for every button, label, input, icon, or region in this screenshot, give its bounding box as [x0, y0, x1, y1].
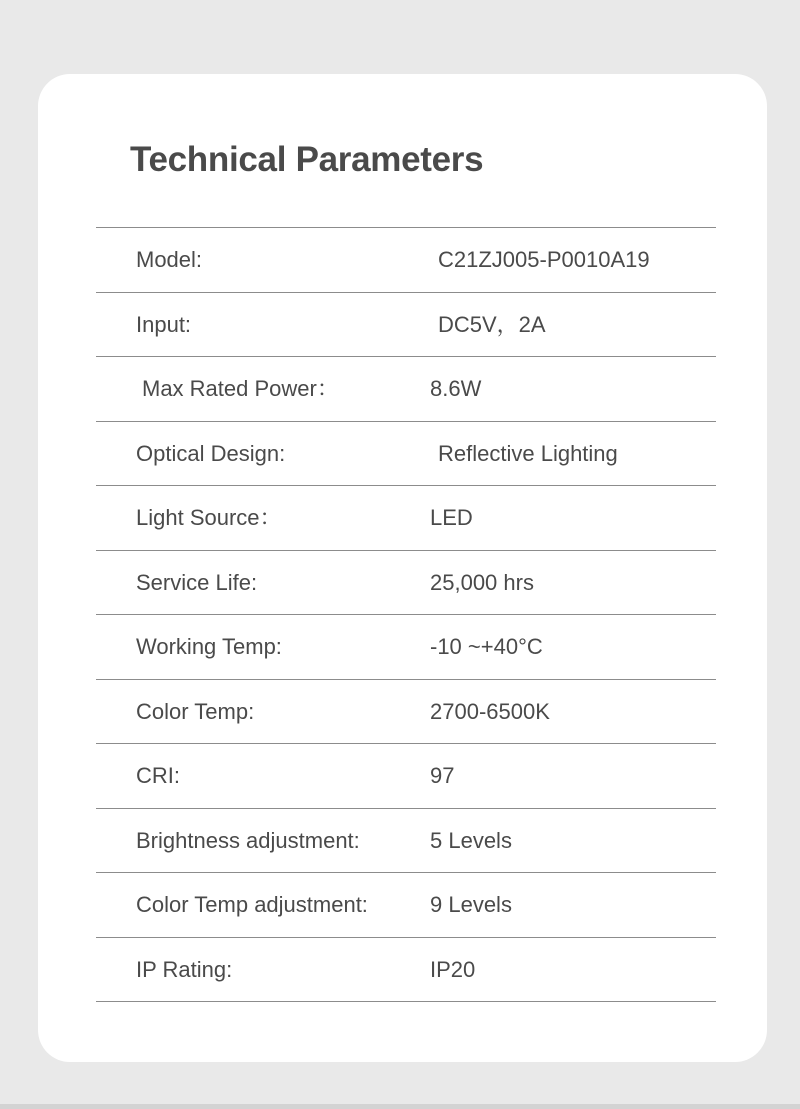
spec-row-ip-rating — [96, 938, 716, 1003]
page-title: Technical Parameters — [130, 140, 484, 179]
spec-row-optical-design — [96, 422, 716, 487]
spec-label: Model: — [136, 247, 203, 272]
spec-value: LED — [430, 505, 473, 530]
spec-label: Max Rated Power： — [142, 376, 339, 401]
spec-value: 25,000 hrs — [430, 569, 534, 595]
spec-row-light-source — [96, 486, 716, 551]
spec-value: 2700-6500K — [430, 698, 550, 724]
spec-value: 5 Levels — [430, 827, 512, 853]
spec-value: Reflective Lighting — [438, 440, 618, 466]
spec-label: Working Temp: — [136, 634, 282, 659]
spec-label: Optical Design: — [136, 440, 286, 466]
spec-label: Input: — [136, 311, 192, 337]
spec-row-input — [96, 293, 716, 358]
spec-row-cri — [96, 744, 716, 809]
spec-value: 97 — [430, 763, 455, 788]
spec-label: Color Temp: — [136, 698, 255, 724]
spec-label: Color Temp adjustment: — [136, 892, 368, 917]
spec-label: Brightness adjustment: — [136, 827, 360, 853]
bottom-divider — [0, 1104, 800, 1109]
spec-value: 8.6W — [430, 376, 482, 401]
spec-row-color-temp — [96, 680, 716, 745]
spec-row-model — [96, 228, 716, 293]
spec-row-brightness-adjustment — [96, 809, 716, 874]
spec-label: IP Rating: — [136, 956, 233, 982]
spec-value: -10 ~+40°C — [430, 634, 543, 659]
spec-row-max-rated-power — [96, 357, 716, 422]
spec-label: Service Life: — [136, 569, 258, 595]
spec-label: CRI: — [136, 763, 180, 788]
spec-label: Light Source： — [136, 505, 282, 530]
spec-row-working-temp — [96, 615, 716, 680]
spec-table — [96, 227, 716, 1002]
spec-value: 9 Levels — [430, 892, 512, 917]
spec-card — [38, 74, 767, 1062]
spec-value: DC5V，2A — [438, 311, 546, 337]
spec-value: IP20 — [430, 956, 476, 982]
spec-row-color-temp-adjustment — [96, 873, 716, 938]
spec-value: C21ZJ005-P0010A19 — [438, 247, 650, 272]
spec-row-service-life — [96, 551, 716, 616]
